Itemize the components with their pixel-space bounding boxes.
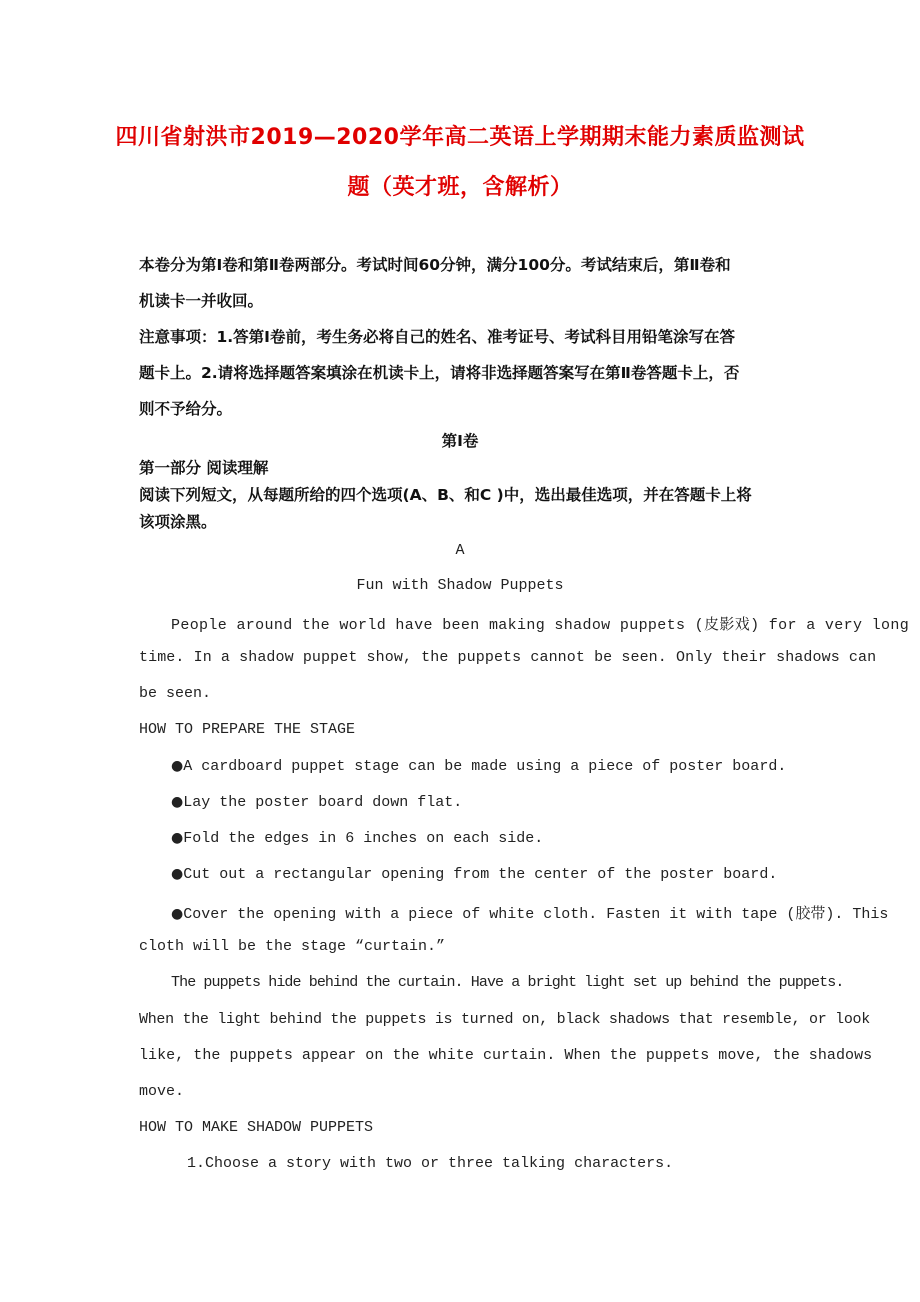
intro-line-3: be seen.	[139, 685, 212, 702]
bullet-icon: ●	[171, 794, 184, 810]
bullet-icon: ●	[171, 866, 184, 882]
passage-letter: A	[455, 542, 465, 559]
bullet-item	[171, 902, 888, 923]
bullet-icon: ●	[171, 830, 184, 846]
part-heading: 第一部分 阅读理解	[139, 459, 269, 477]
intro-line-2: time. In a shadow puppet show, the puppets cannot be seen. Only their shadows can	[139, 649, 877, 666]
bullet-text: Lay the poster board down flat.	[183, 794, 463, 811]
directions-line-1: 阅读下列短文，从每题所给的四个选项(A、B、和C )中，选出最佳选项，并在答题卡上将	[139, 486, 752, 504]
bullet-item	[171, 758, 786, 775]
volume-heading: 第Ⅰ卷	[441, 432, 479, 450]
step-1: 1.Choose a story with two or three talking characters.	[187, 1155, 674, 1172]
bullet-item	[171, 866, 777, 883]
notice-line-3: 则不予给分。	[139, 400, 233, 418]
directions-line-2: 该项涂黑。	[139, 513, 217, 531]
instructions-line-2: 机读卡一并收回。	[139, 292, 264, 310]
bullet-continuation: cloth will be the stage “curtain.”	[139, 938, 446, 955]
bullet-item	[171, 794, 462, 811]
passage-title: Fun with Shadow Puppets	[356, 577, 564, 594]
document-title-line-1: 四川省射洪市2019—2020学年高二英语上学期期末能力素质监测试	[115, 125, 805, 150]
para2-line-2: When the light behind the puppets is turned on, black shadows that resemble, or look	[139, 1011, 870, 1028]
para2-line-4: move.	[139, 1083, 185, 1100]
intro-line-1: People around the world have been making shadow puppets (皮影戏) for a very long	[171, 617, 910, 634]
section-heading-puppets: HOW TO MAKE SHADOW PUPPETS	[139, 1119, 374, 1136]
bullet-text: Fold the edges in 6 inches on each side.	[183, 830, 544, 847]
bullet-text: Cut out a rectangular opening from the center of the poster board.	[183, 866, 778, 883]
notice-line-2: 题卡上。2.请将选择题答案填涂在机读卡上，请将非选择题答案写在第Ⅱ卷答题卡上，否	[139, 364, 740, 382]
bullet-text: Cover the opening with a piece of white cloth. Fasten it with tape (胶带). This	[183, 906, 889, 923]
bullet-icon: ●	[171, 906, 184, 922]
bullet-item	[171, 830, 543, 847]
para2-line-3: like, the puppets appear on the white curtain. When the puppets move, the shadows	[139, 1047, 873, 1064]
section-heading-stage: HOW TO PREPARE THE STAGE	[139, 721, 356, 738]
bullet-text: A cardboard puppet stage can be made using a piece of poster board.	[183, 758, 787, 775]
para2-line-1: The puppets hide behind the curtain. Have a bright light set up behind the puppets.	[171, 974, 844, 991]
bullet-icon: ●	[171, 758, 184, 774]
notice-line-1: 注意事项：1.答第Ⅰ卷前，考生务必将自己的姓名、准考证号、考试科目用铅笔涂写在答	[139, 328, 735, 346]
instructions-line-1: 本卷分为第Ⅰ卷和第Ⅱ卷两部分。考试时间60分钟，满分100分。考试结束后，第Ⅱ卷和	[139, 256, 731, 274]
document-title-line-2: 题（英才班，含解析）	[347, 175, 573, 200]
